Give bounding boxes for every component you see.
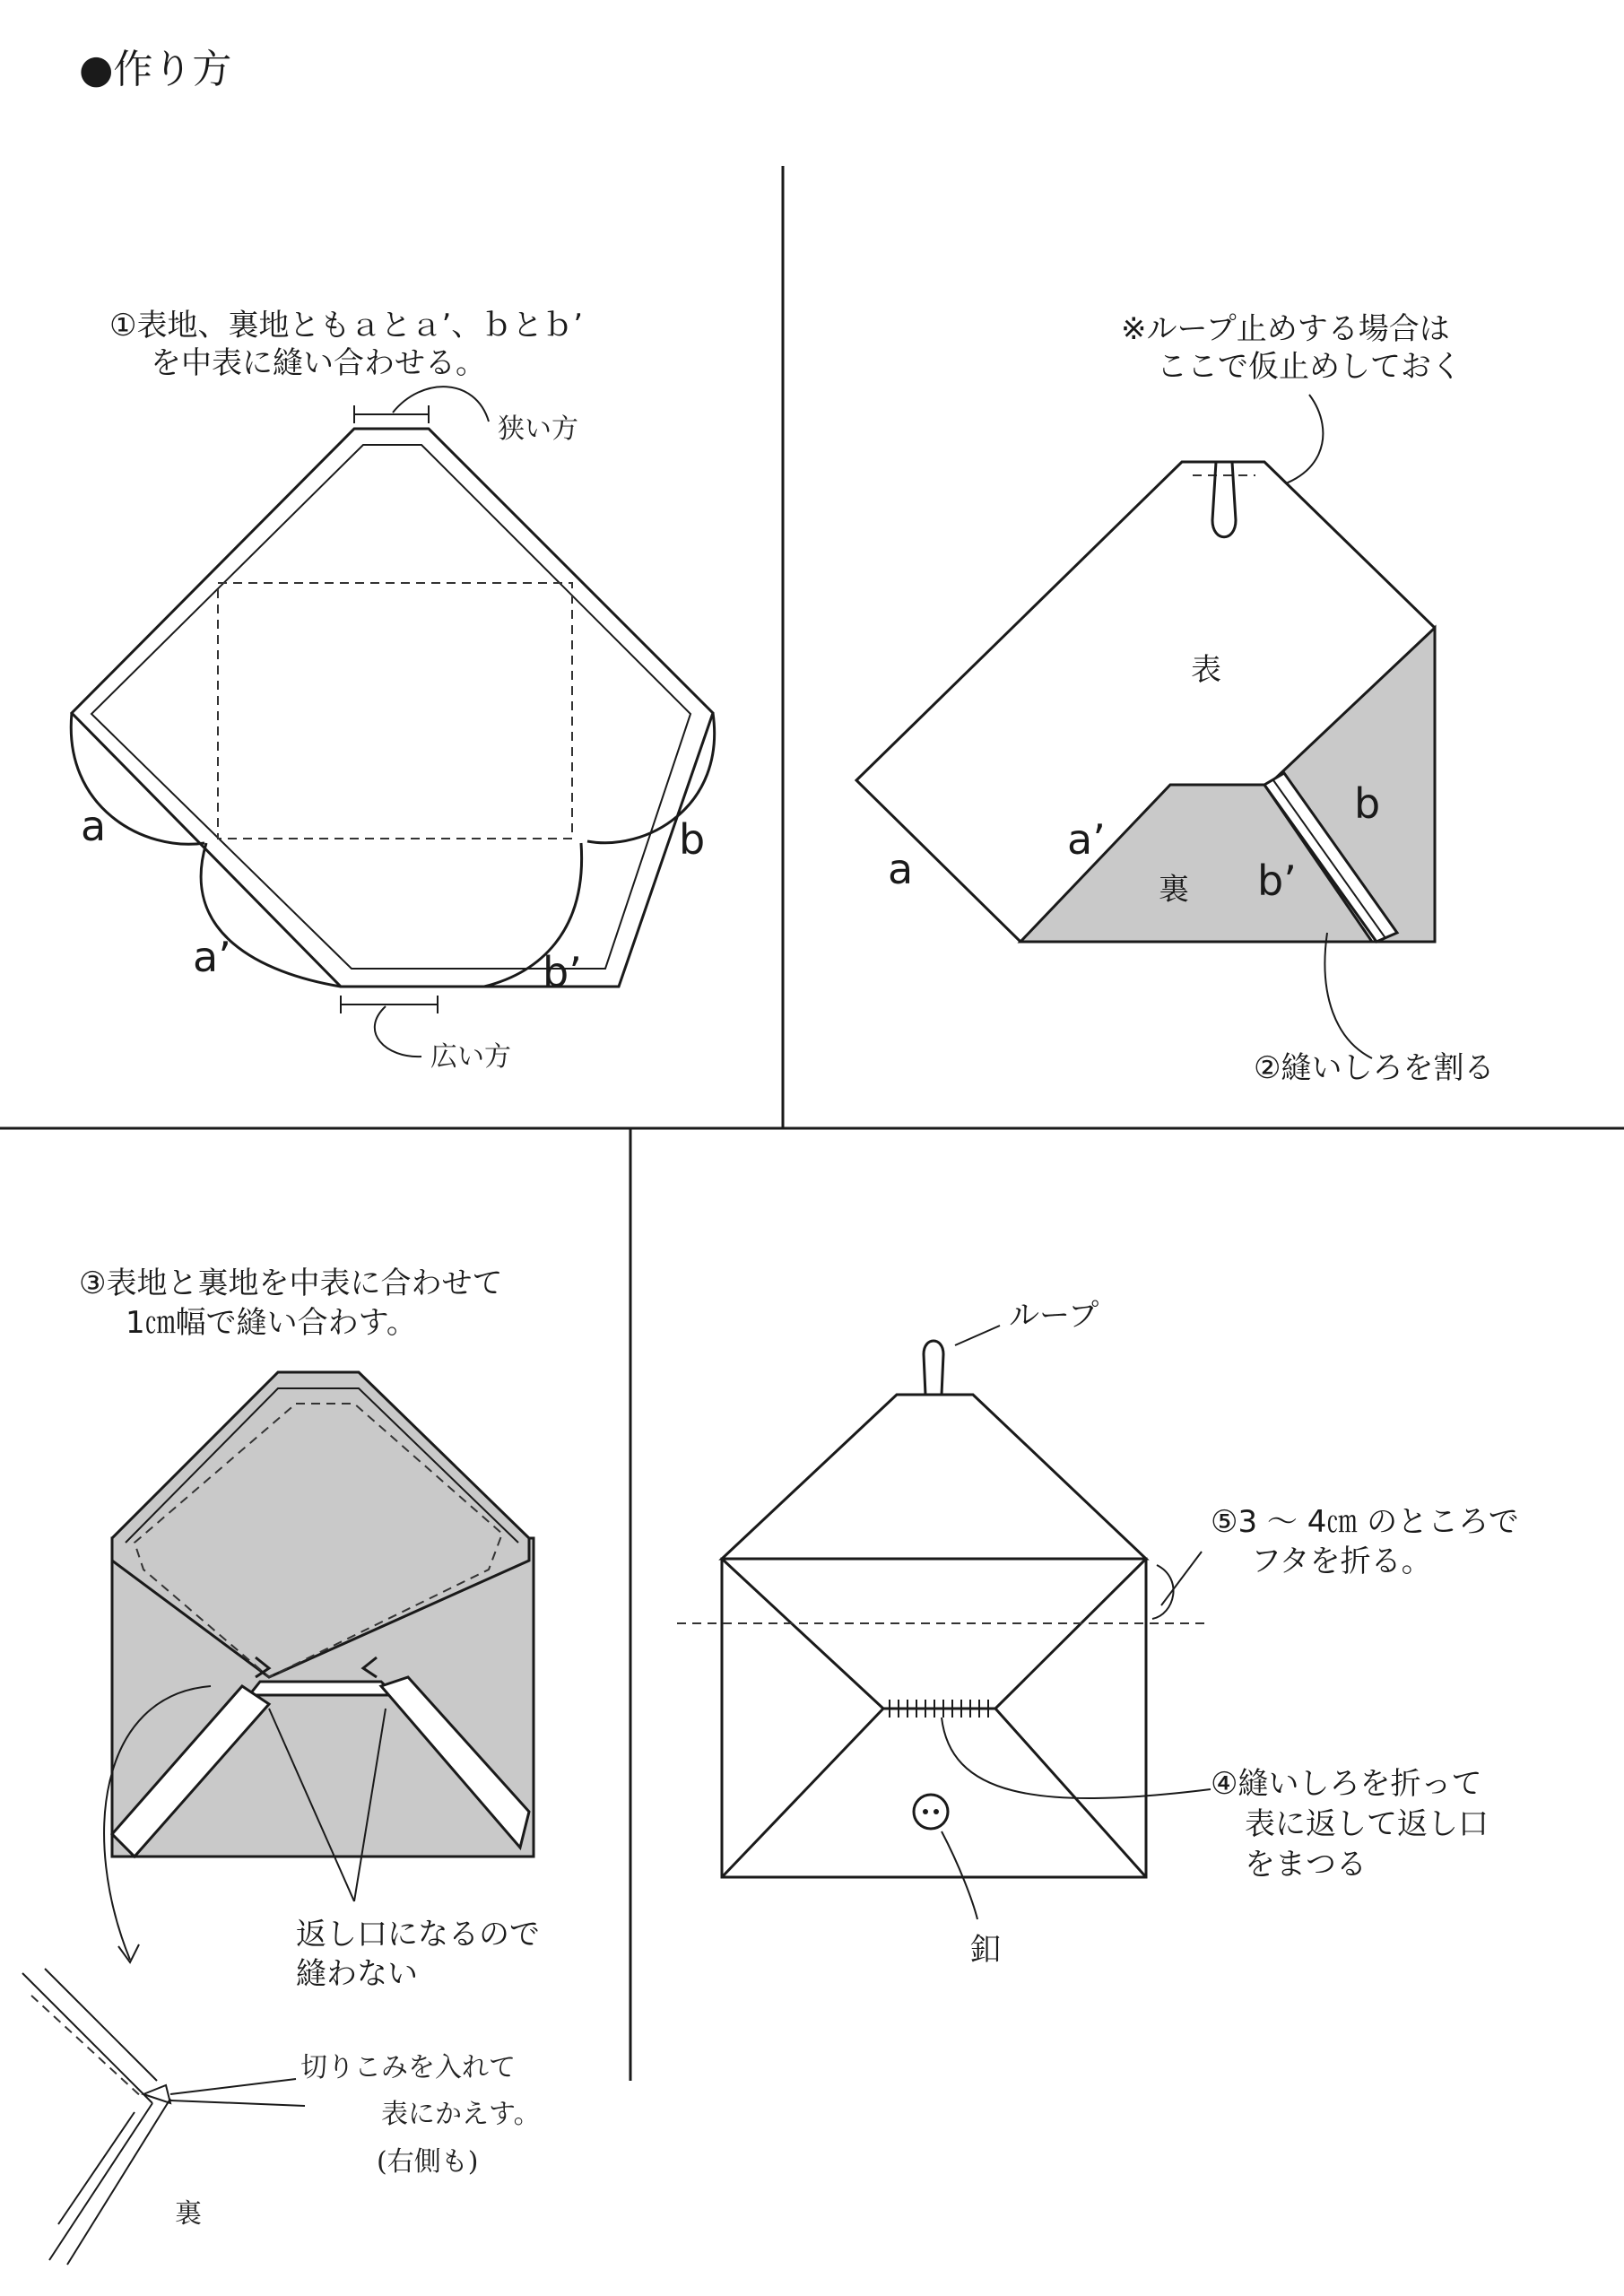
step1-instruction-line1: ①表地、裏地ともａとａ’、ｂとｂ’: [109, 308, 584, 344]
step5-line2: フタを折る。: [1251, 1544, 1432, 1579]
step5-line1: ⑤3 ～ 4㎝ のところで: [1211, 1504, 1519, 1540]
step1-instruction-line2: を中表に縫い合わせる。: [151, 345, 486, 381]
clip-note-line1: 切りこみを入れて: [300, 2052, 516, 2083]
loop-note-line2: ここで仮止めしておく: [1157, 349, 1462, 385]
label-a: a: [81, 802, 107, 850]
step4-line2: 表に返して返し口: [1245, 1806, 1489, 1842]
label-a-prime: a’: [193, 933, 231, 981]
front-label: 表: [1191, 652, 1221, 688]
step2-label-a-prime: a’: [1067, 815, 1106, 864]
step1-diagram: [71, 387, 714, 1057]
detail-back-label: 裏: [175, 2198, 202, 2230]
step2-label-b: b: [1354, 779, 1381, 828]
finished-envelope: [677, 1326, 1211, 1919]
step2-label-a: a: [888, 845, 914, 893]
step2-caption: ②縫いしろを割る: [1254, 1050, 1495, 1086]
step3-panel: [22, 1265, 541, 2265]
step4-line3: をまつる: [1245, 1847, 1367, 1883]
wide-width-marker: [341, 996, 438, 1057]
narrow-side-note: 狭い方: [498, 413, 578, 445]
button-icon: [914, 1795, 948, 1829]
step4-line1: ④縫いしろを折って: [1211, 1766, 1482, 1802]
clip-note-line3: (右側も): [377, 2146, 479, 2178]
button-label: 釦: [970, 1932, 1001, 1968]
loop-note-line1: ※ループ止めする場合は: [1121, 311, 1450, 347]
step45-panel: [677, 1298, 1519, 1968]
wide-side-note: 広い方: [430, 1041, 511, 1073]
label-b: b: [679, 815, 706, 864]
step2-panel: [856, 311, 1494, 1086]
opening-note-line2: 縫わない: [296, 1956, 418, 1992]
back-label: 裏: [1159, 872, 1189, 908]
page-title: ●作り方: [79, 47, 232, 92]
loop-label: ループ: [1009, 1298, 1099, 1334]
step3-diagram: [104, 1372, 534, 1962]
clip-detail-sketch: [22, 1969, 305, 2265]
clip-note-line2: 表にかえす。: [381, 2099, 541, 2130]
step1-panel: [71, 308, 714, 1073]
opening-note-line1: 返し口になるので: [296, 1917, 540, 1952]
step3-instruction-line2: 1㎝幅で縫い合わす。: [126, 1305, 417, 1341]
step2-label-b-prime: b’: [1257, 857, 1297, 905]
step2-diagram: [856, 462, 1435, 942]
loop-top-icon: [924, 1341, 943, 1395]
label-b-prime: b’: [543, 948, 582, 996]
narrow-width-marker: [354, 387, 489, 423]
step3-instruction-line1: ③表地と裏地を中表に合わせて: [79, 1265, 503, 1301]
